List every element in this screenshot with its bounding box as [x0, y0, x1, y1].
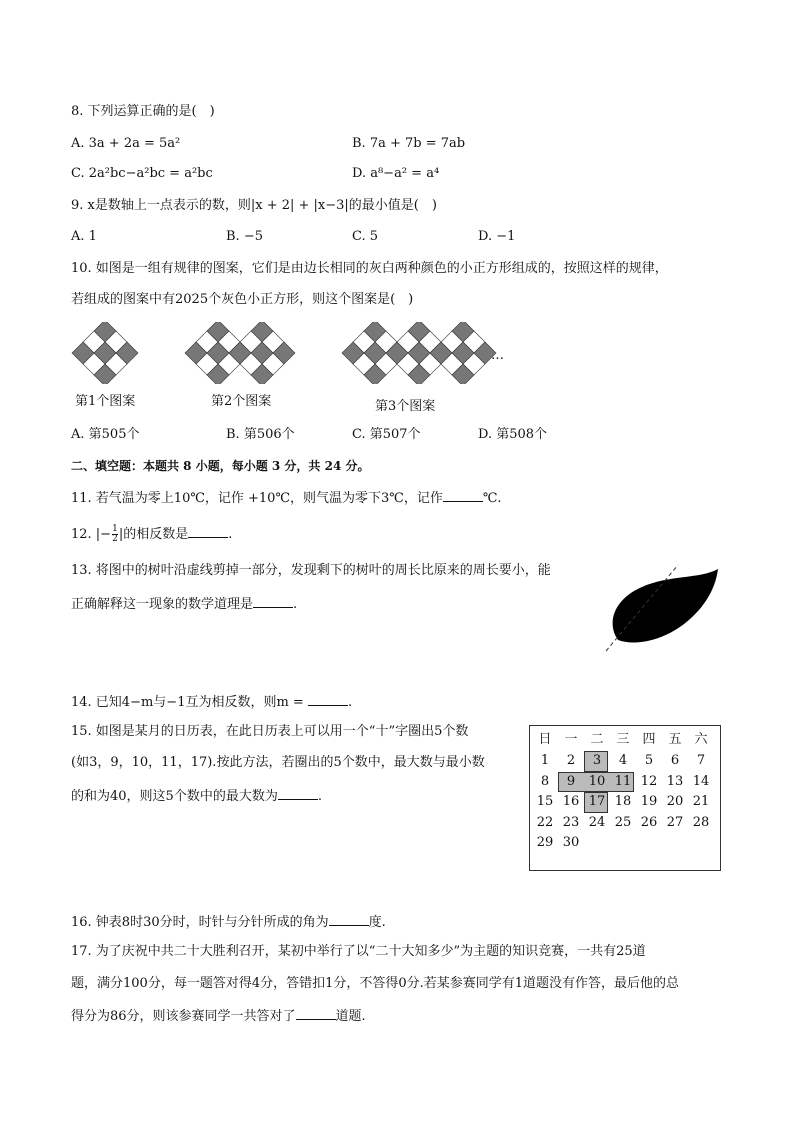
- q16-blank: [329, 912, 369, 926]
- pattern-ellipsis: …: [491, 348, 504, 363]
- q13-line2: [71, 594, 297, 614]
- q9-option-b: B. −5: [226, 229, 263, 244]
- calendar-day: 16: [562, 794, 580, 809]
- q12-text-pre: 12. |−: [71, 527, 112, 542]
- q12-text-post: |的相反数是: [118, 527, 189, 542]
- q13-blank: [253, 594, 293, 608]
- q9-stem: 9. x是数轴上一点表示的数，则|x + 2| + |x−3|的最小值是( ): [71, 198, 437, 213]
- calendar-day: 1: [540, 753, 550, 768]
- q9-option-a: A. 1: [71, 229, 97, 244]
- q17-line3: [71, 1006, 366, 1026]
- q14-blank: [308, 692, 348, 706]
- q14: [71, 692, 352, 712]
- calendar-day: 28: [692, 814, 710, 830]
- q15-line3: [71, 786, 322, 806]
- q12-frac-num: 1: [112, 524, 118, 534]
- calendar-day: 13: [666, 773, 684, 789]
- calendar-day: 11: [614, 773, 632, 789]
- pattern-caption-2: 第2个图案: [211, 394, 272, 409]
- q8-option-c: C. 2a²bc−a²bc = a²bc: [71, 166, 213, 181]
- q15-end: .: [317, 789, 322, 804]
- calendar-day: 22: [536, 814, 554, 830]
- q10-option-a: A. 第505个: [71, 427, 140, 442]
- section-2-heading: 二、填空题：本题共 8 小题，每小题 3 分，共 24 分。: [71, 459, 370, 473]
- q12-end: .: [228, 527, 233, 542]
- q12-blank: [188, 524, 228, 538]
- q12: [71, 524, 232, 544]
- q15-line1: 15. 如图是某月的日历表，在此日历表上可以用一个“十”字圈出5个数: [71, 724, 469, 739]
- weekday-header: 五: [668, 732, 682, 747]
- q8-option-d: D. a⁸−a² = a⁴: [352, 166, 440, 181]
- calendar-day: 17: [588, 794, 606, 809]
- weekday-header: 日: [538, 732, 552, 747]
- pattern-caption-1: 第1个图案: [75, 394, 136, 409]
- leaf-figure: [600, 563, 725, 655]
- q11-blank: [443, 488, 483, 502]
- pattern-figures: [70, 322, 520, 384]
- q13-line1: 13. 将图中的树叶沿虚线剪掉一部分，发现剩下的树叶的周长比原来的周长要小，能: [71, 563, 551, 578]
- q13-end: .: [293, 597, 298, 612]
- q17-end: 道题.: [335, 1009, 366, 1024]
- q10-stem-line2: 若组成的图案中有2025个灰色小正方形，则这个图案是( ): [71, 292, 414, 307]
- weekday-header: 三: [616, 732, 630, 747]
- q11-unit: ℃.: [482, 491, 502, 506]
- calendar-day: 5: [644, 753, 654, 768]
- calendar-day: 8: [540, 773, 550, 789]
- calendar-day: 25: [614, 814, 632, 830]
- calendar-day: 30: [562, 835, 580, 850]
- q15-blank: [278, 786, 318, 800]
- q11: [71, 488, 502, 508]
- q10-option-c: C. 第507个: [352, 427, 421, 442]
- q17-blank: [296, 1006, 336, 1020]
- q12-frac-den: 2: [112, 534, 118, 544]
- q15-line3-text: 的和为40，则这5个数中的最大数为: [71, 789, 278, 804]
- q17-line1: 17. 为了庆祝中共二十大胜利召开，某初中举行了以“二十大知多少”为主题的知识竞赛，一共有25道: [71, 944, 646, 959]
- q9-option-c: C. 5: [352, 229, 379, 244]
- calendar-day: 27: [666, 814, 684, 830]
- q16-unit: 度.: [368, 915, 386, 930]
- q17-line2: 题，满分100分，每一题答对得4分，答错扣1分，不答得0分.若某参赛同学有1道题没有作答，最后他的总: [71, 976, 680, 991]
- calendar-day: 26: [640, 814, 658, 830]
- q10-option-b: B. 第506个: [226, 427, 295, 442]
- calendar-day: 24: [588, 814, 606, 830]
- q14-end: .: [347, 695, 353, 710]
- pattern-caption-3: 第3个图案: [375, 399, 436, 414]
- calendar-day: 10: [588, 773, 606, 789]
- q11-text: 11. 若气温为零上10℃，记作 +10℃，则气温为零下3℃，记作: [71, 491, 443, 506]
- q8-stem: 8. 下列运算正确的是( ): [71, 104, 215, 119]
- calendar-day: 9: [566, 773, 576, 789]
- q10-stem-line1: 10. 如图是一组有规律的图案，它们是由边长相同的灰白两种颜色的小正方形组成的，按照这样的规律，: [71, 261, 668, 276]
- calendar-day: 12: [640, 773, 658, 789]
- q13-line2-text: 正确解释这一现象的数学道理是: [71, 597, 254, 612]
- q16-text: 16. 钟表8时30分时，时针与分针所成的角为: [71, 915, 329, 930]
- weekday-header: 二: [590, 732, 604, 747]
- weekday-header: 六: [694, 732, 708, 747]
- calendar-day: 3: [592, 753, 602, 768]
- calendar-day: 15: [536, 794, 554, 809]
- q16: [71, 912, 386, 932]
- calendar-day: 21: [692, 794, 710, 809]
- calendar-table: [529, 725, 721, 871]
- calendar-day: 23: [562, 814, 580, 830]
- calendar-day: 7: [696, 753, 706, 768]
- calendar-day: 20: [666, 794, 684, 809]
- q17-line3-text: 得分为86分，则该参赛同学一共答对了: [71, 1009, 296, 1024]
- calendar-day: 29: [536, 835, 554, 850]
- q9-option-d: D. −1: [478, 229, 516, 244]
- q8-option-a: A. 3a + 2a = 5a²: [71, 136, 181, 151]
- q8-option-b: B. 7a + 7b = 7ab: [352, 136, 466, 151]
- calendar-day: 4: [618, 753, 628, 768]
- calendar-day: 19: [640, 794, 658, 809]
- calendar-day: 14: [692, 773, 710, 789]
- q14-text: 14. 已知4−m与−1互为相反数，则m =: [71, 695, 308, 710]
- q10-option-d: D. 第508个: [478, 427, 548, 442]
- calendar-day: 6: [670, 753, 680, 768]
- calendar-day: 18: [614, 794, 632, 809]
- calendar-day: 2: [566, 753, 576, 768]
- q12-fraction: [112, 525, 118, 544]
- weekday-header: 四: [642, 732, 656, 747]
- q15-line2: (如3，9，10，11，17).按此方法，若圈出的5个数中，最大数与最小数: [71, 755, 485, 770]
- weekday-header: 一: [564, 732, 578, 747]
